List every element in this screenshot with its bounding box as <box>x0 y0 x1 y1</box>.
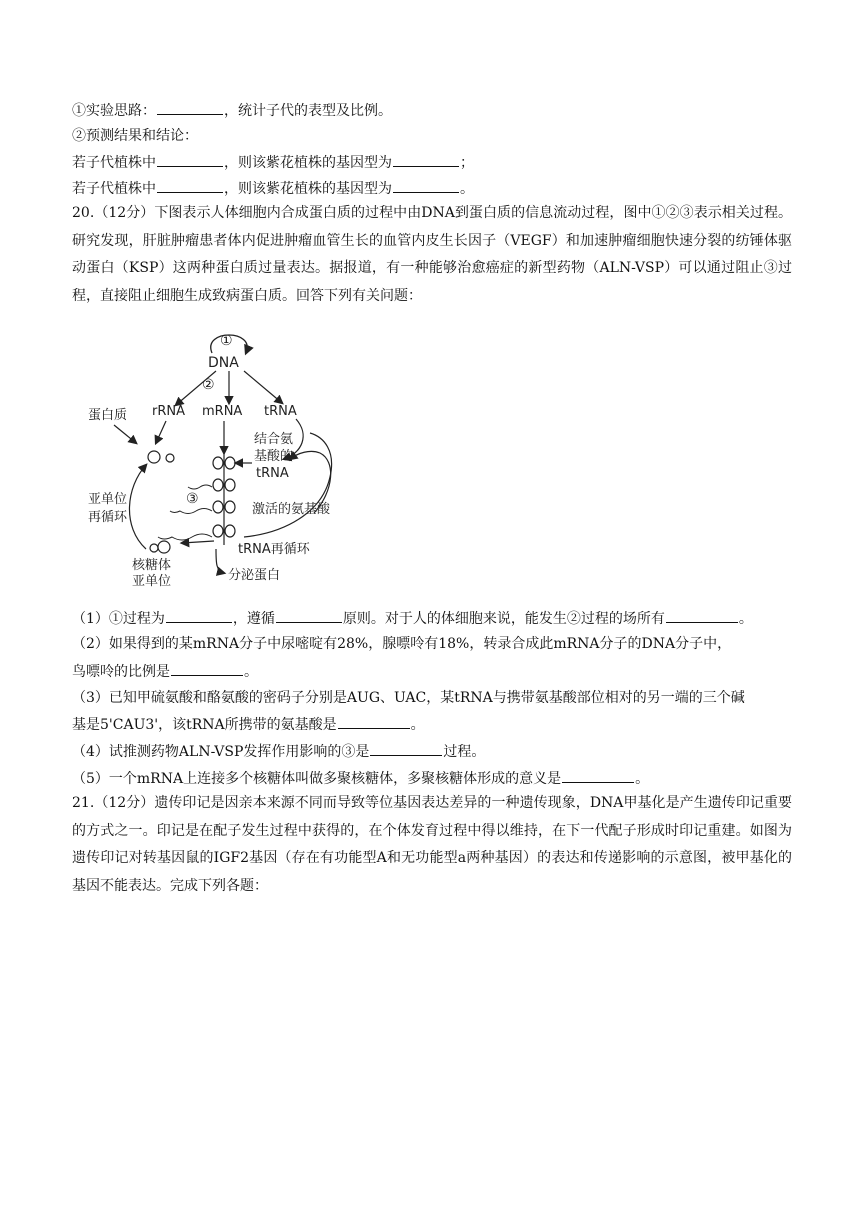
answer-blank[interactable] <box>666 608 738 623</box>
polypeptide-2 <box>170 509 212 514</box>
q20-sub2-line1: （2）如果得到的某mRNA分子中尿嘧啶有28%，腺嘌呤有18%，转录合成此mRNA分子的DNA分子中， <box>72 636 732 652</box>
arrow-subunit-recycle <box>129 465 146 549</box>
charged-trna-label-1: 结合氨 <box>254 432 294 447</box>
answer-blank[interactable] <box>166 608 232 623</box>
q20-sub3-line2: 基是5'CAU3'，该tRNA所携带的氨基酸是 。 <box>72 714 425 735</box>
subunit-recycle-label-1: 亚单位 <box>88 492 128 507</box>
small-subunit <box>166 454 174 462</box>
process-1-label: ① <box>220 333 233 349</box>
q20-sub3-line1: （3）已知甲硫氨酸和酪氨酸的密码子分别是AUG、UAC，某tRNA与携带氨基酸部位相对的另一端的三个碱 <box>72 690 745 706</box>
q19-result-2: 若子代植株中 ，则该紫花植株的基因型为 。 <box>72 178 474 199</box>
q21-stem: 21.（12分）遗传印记是因亲本来源不同而导致等位基因表达差异的一种遗传现象，DNA甲基化是产生遗传印记重要的方式之一。印记是在配子发生过程中获得的，在个体发育过程中得以维持，在下一代配子形成时印记重建。如图为遗传印记对转基因鼠的IGF2基因（存在有功能型A和无功能型a两种基因）的表达和传递影响的示意图，被甲基化的基因不能表达。完成下列各题： <box>72 795 792 894</box>
answer-blank[interactable] <box>276 608 342 623</box>
dna-label: DNA <box>208 355 239 371</box>
released-small-subunit <box>150 544 158 552</box>
answer-blank[interactable] <box>157 178 223 193</box>
arrow-rrna-subunit <box>156 421 166 443</box>
answer-blank[interactable] <box>157 100 223 115</box>
ribosome-subunit-label-1: 核糖体 <box>132 558 172 573</box>
q20-sub4: （4）试推测药物ALN-VSP发挥作用影响的③是 过程。 <box>72 741 485 762</box>
charged-trna-label-2: 基酸的 <box>254 449 294 464</box>
q20-sub5: （5）一个mRNA上连接多个核糖体叫做多聚核糖体，多聚核糖体形成的意义是 。 <box>72 768 649 789</box>
trna-recycle-label: tRNA再循环 <box>238 542 310 557</box>
q20-sub1: （1）①过程为 ，遵循 原则。对于人的体细胞来说，能发生②过程的场所有 。 <box>72 608 753 629</box>
activated-aa-label: 激活的氨基酸 <box>252 502 331 517</box>
trna-label: tRNA <box>264 404 297 419</box>
answer-blank[interactable] <box>171 661 243 676</box>
q19-result-1: 若子代植株中 ，则该紫花植株的基因型为 ； <box>72 152 474 173</box>
ribosome-subunit-label-2: 亚单位 <box>132 574 172 587</box>
answer-blank[interactable] <box>338 714 410 729</box>
polypeptide-1 <box>188 485 212 489</box>
answer-blank[interactable] <box>393 152 459 167</box>
secreted-protein-label: 分泌蛋白 <box>228 568 281 583</box>
process-3-label: ③ <box>186 491 199 507</box>
arrow-protein-subunit <box>114 425 136 443</box>
arrow-secreted <box>216 549 224 573</box>
arrow-release-subunits <box>182 541 214 543</box>
protein-label: 蛋白质 <box>88 408 128 423</box>
q20-sub2-line2: 鸟嘌呤的比例是 。 <box>72 661 258 682</box>
answer-blank[interactable] <box>562 768 634 783</box>
subunit-recycle-label-2: 再循环 <box>88 510 128 525</box>
large-subunit <box>148 451 160 463</box>
answer-blank[interactable] <box>393 178 459 193</box>
released-large-subunit <box>158 541 170 553</box>
process-2-label: ② <box>202 377 215 393</box>
q20-stem: 20.（12分）下图表示人体细胞内合成蛋白质的过程中由DNA到蛋白质的信息流动过程，图中①②③表示相关过程。研究发现，肝脏肿瘤患者体内促进肿瘤血管生长的血管内皮生长因子（VEGF）和加速肿瘤细胞快速分裂的纺锤体驱动蛋白（KSP）这两种蛋白质过量表达。据报道，有一种能够治愈癌症的新型药物（ALN-VSP）可以通过阻止③过程，直接阻止细胞生成致病蛋白质。回答下列有关问题： <box>72 205 792 304</box>
charged-trna-label-3: tRNA <box>256 466 289 481</box>
answer-blank[interactable] <box>157 152 223 167</box>
arrow-dna-trna <box>244 371 282 403</box>
mrna-label: mRNA <box>202 404 243 419</box>
polypeptide-3 <box>158 534 212 540</box>
q19-prediction-heading: ②预测结果和结论： <box>72 128 198 144</box>
rrna-label: rRNA <box>152 404 185 419</box>
protein-synthesis-diagram <box>84 327 374 587</box>
q19-experiment-idea: ①实验思路： ，统计子代的表型及比例。 <box>72 100 392 121</box>
answer-blank[interactable] <box>370 741 442 756</box>
